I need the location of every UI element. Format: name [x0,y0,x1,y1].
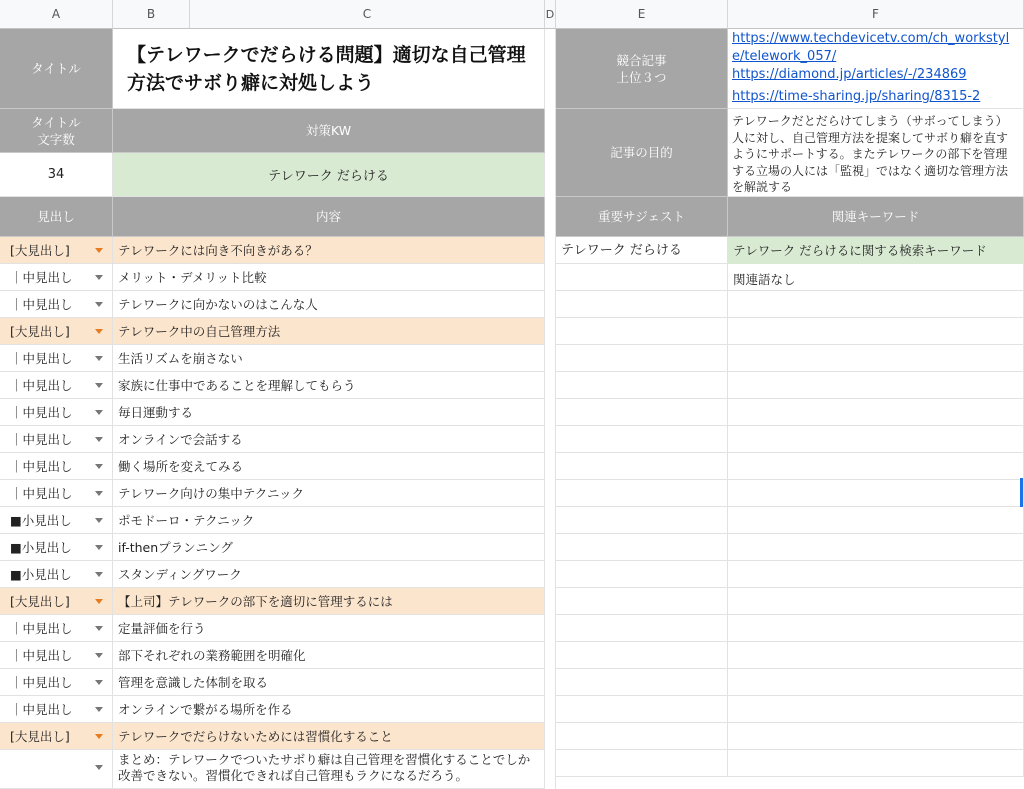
column-header-f[interactable]: F [728,0,1024,29]
suggest-value-cell[interactable] [556,237,728,264]
outline-content-text: テレワーク中の自己管理方法 [118,324,281,339]
suggest-cell[interactable] [556,399,728,426]
heading-level-cell[interactable] [0,264,113,291]
dropdown-arrow-icon[interactable] [95,707,103,712]
dropdown-arrow-icon[interactable] [95,572,103,577]
suggest-value: テレワーク だらける [561,243,682,258]
related-cell[interactable] [728,399,1024,426]
competitor-links-cell[interactable] [728,29,1024,109]
suggest-cell[interactable] [556,426,728,453]
suggest-cell[interactable] [556,507,728,534]
summary-heading-cell[interactable] [0,750,113,789]
heading-level-label: ｜中見出し [10,351,73,366]
dropdown-arrow-icon[interactable] [95,329,103,334]
title-length-label: タイトル 文字数 [31,114,81,147]
related-header-cell[interactable] [728,237,1024,264]
suggest-cell[interactable] [556,318,728,345]
outline-content-text: ポモドーロ・テクニック [118,513,255,528]
heading-level-label: ■小見出し [10,567,72,582]
article-title: 【テレワークでだらける問題】適切な自己管理方法でサボり癖に対処しよう [127,44,526,94]
content-column-label: 内容 [315,209,341,224]
suggest-cell[interactable] [556,750,728,777]
competitor-link-3[interactable]: https://time-sharing.jp/sharing/8315-2 [732,89,981,104]
column-header-a[interactable]: A [0,0,113,29]
summary-content-cell[interactable] [113,750,545,789]
title-value-cell[interactable] [113,29,545,109]
suggest-cell[interactable] [556,669,728,696]
related-cell[interactable] [728,453,1024,480]
outline-content-text: 【上司】テレワークの部下を適切に管理するには [118,594,393,609]
outline-content-cell[interactable] [113,372,545,399]
dropdown-arrow-icon[interactable] [95,765,103,770]
related-cell[interactable] [728,534,1024,561]
related-cell[interactable] [728,291,1024,318]
dropdown-arrow-icon[interactable] [95,275,103,280]
outline-content-text: テレワークでだらけないためには習慣化すること [118,729,393,744]
suggest-cell[interactable] [556,372,728,399]
outline-content-text: オンラインで会話する [118,432,243,447]
dropdown-arrow-icon[interactable] [95,599,103,604]
title-length-value: 34 [47,167,65,182]
dropdown-arrow-icon[interactable] [95,464,103,469]
title-label: タイトル [31,61,81,76]
outline-content-cell[interactable] [113,507,545,534]
title-length-label-cell[interactable] [0,109,113,153]
heading-level-cell[interactable] [0,615,113,642]
outline-content-cell[interactable] [113,426,545,453]
outline-content-cell[interactable] [113,642,545,669]
heading-level-label: ■小見出し [10,513,72,528]
outline-content-cell[interactable] [113,561,545,588]
outline-content-cell[interactable] [113,615,545,642]
heading-level-cell[interactable] [0,642,113,669]
dropdown-arrow-icon[interactable] [95,734,103,739]
content-column-header[interactable] [113,197,545,237]
dropdown-arrow-icon[interactable] [95,680,103,685]
heading-level-label: ｜中見出し [10,432,73,447]
heading-level-cell[interactable] [0,237,113,264]
target-kw-label: 対策KW [305,123,352,138]
dropdown-arrow-icon[interactable] [95,356,103,361]
heading-level-label: ｜中見出し [10,459,73,474]
purpose-value: テレワークだとだらけてしまう（サボってしまう）人に対し、自己管理方法を提案してサボり癖を直すようにサポートする。またテレワークの部下を管理する立場の人には「監視」ではなく適切な管理方法を解説する [732,114,1009,194]
heading-level-cell[interactable] [0,561,113,588]
heading-level-label: [大見出し] [10,324,70,339]
column-header-d[interactable]: D [545,0,556,29]
outline-content-cell[interactable] [113,696,545,723]
related-column-label: 関連キーワード [831,209,920,224]
dropdown-arrow-icon[interactable] [95,410,103,415]
heading-level-cell[interactable] [0,399,113,426]
suggest-cell[interactable] [556,588,728,615]
related-cell[interactable] [728,507,1024,534]
summary-text: まとめ：テレワークでついたサボり癖は自己管理を習慣化することでしか改善できない。習慣化できれば自己管理もラクになるだろう。 [118,752,531,783]
related-cell[interactable] [728,750,1024,777]
title-label-cell[interactable] [0,29,113,109]
heading-level-cell[interactable] [0,507,113,534]
dropdown-arrow-icon[interactable] [95,383,103,388]
heading-level-label: ｜中見出し [10,486,73,501]
heading-level-label: ｜中見出し [10,297,73,312]
heading-level-cell[interactable] [0,318,113,345]
related-header-value: テレワーク だらけるに関する検索キーワード [733,243,987,258]
outline-content-text: スタンディングワーク [118,567,242,582]
heading-level-cell[interactable] [0,426,113,453]
suggest-column-header[interactable] [556,197,728,237]
heading-level-label: ｜中見出し [10,378,73,393]
suggest-cell[interactable] [556,480,728,507]
suggest-cell[interactable] [556,345,728,372]
heading-level-cell[interactable] [0,696,113,723]
heading-column-label: 見出し [37,209,75,224]
related-cell[interactable] [728,588,1024,615]
heading-level-label: ｜中見出し [10,675,73,690]
column-header-e[interactable]: E [556,0,728,29]
outline-content-cell[interactable] [113,480,545,507]
outline-content-cell[interactable] [113,399,545,426]
heading-level-cell[interactable] [0,588,113,615]
column-header-c[interactable]: C [190,0,545,29]
column-d-spacer [545,29,556,789]
suggest-cell[interactable] [556,534,728,561]
outline-content-text: テレワークに向かないのはこんな人 [118,297,318,312]
heading-level-label: [大見出し] [10,729,70,744]
heading-column-header[interactable] [0,197,113,237]
dropdown-arrow-icon[interactable] [95,626,103,631]
related-cell[interactable] [728,669,1024,696]
outline-content-cell[interactable] [113,237,545,264]
heading-level-label: [大見出し] [10,594,70,609]
related-value: 関連語なし [733,272,796,287]
outline-content-cell[interactable] [113,453,545,480]
related-cell[interactable] [728,696,1024,723]
outline-content-text: 働く場所を変えてみる [118,459,244,474]
related-cell[interactable] [728,318,1024,345]
dropdown-arrow-icon[interactable] [95,653,103,658]
outline-content-text: 毎日運動する [118,405,194,420]
related-cell[interactable] [728,723,1024,750]
target-kw-label-cell[interactable] [113,109,545,153]
related-cell[interactable] [728,345,1024,372]
competitor-link-1[interactable]: https://www.techdevicetv.com/ch_workstyle/telework_057/ [732,31,1010,64]
outline-content-cell[interactable] [113,291,545,318]
selection-edge [1020,478,1023,507]
suggest-cell[interactable] [556,453,728,480]
outline-content-text: 管理を意識した体制を取る [118,675,269,690]
outline-content-text: if-thenプランニング [118,540,233,555]
dropdown-arrow-icon[interactable] [95,248,103,253]
competitor-label: 競合記事 上位３つ [616,52,667,85]
column-header-b[interactable]: B [113,0,190,29]
heading-level-cell[interactable] [0,291,113,318]
purpose-value-cell[interactable] [728,109,1024,197]
outline-content-cell[interactable] [113,723,545,750]
title-length-value-cell[interactable] [0,153,113,197]
suggest-cell[interactable] [556,642,728,669]
suggest-cell[interactable] [556,264,728,291]
outline-content-text: 生活リズムを崩さない [118,351,243,366]
heading-level-cell[interactable] [0,534,113,561]
outline-content-cell[interactable] [113,588,545,615]
heading-level-cell[interactable] [0,480,113,507]
heading-level-label: ｜中見出し [10,648,73,663]
heading-level-cell[interactable] [0,669,113,696]
related-value-cell[interactable] [728,266,1024,293]
heading-level-label: ｜中見出し [10,621,73,636]
dropdown-arrow-icon[interactable] [95,302,103,307]
outline-content-text: テレワークには向き不向きがある？ [118,243,318,258]
competitor-label-cell[interactable] [556,29,728,109]
heading-level-cell[interactable] [0,345,113,372]
outline-content-text: 家族に仕事中であることを理解してもらう [118,378,356,393]
suggest-cell[interactable] [556,615,728,642]
outline-content-cell[interactable] [113,345,545,372]
outline-content-text: オンラインで繋がる場所を作る [118,702,293,717]
heading-level-cell[interactable] [0,372,113,399]
purpose-label-cell[interactable] [556,109,728,197]
heading-level-label: ■小見出し [10,540,72,555]
target-kw-value-cell[interactable] [113,153,545,197]
suggest-cell[interactable] [556,291,728,318]
suggest-column-label: 重要サジェスト [597,209,685,224]
outline-content-text: 部下それぞれの業務範囲を明確化 [118,648,306,663]
suggest-cell[interactable] [556,696,728,723]
related-cell[interactable] [728,642,1024,669]
outline-content-cell[interactable] [113,264,545,291]
heading-level-label: ｜中見出し [10,270,73,285]
heading-level-cell[interactable] [0,723,113,750]
related-cell[interactable] [728,561,1024,588]
heading-level-label: ｜中見出し [10,405,73,420]
suggest-cell[interactable] [556,723,728,750]
related-cell[interactable] [728,372,1024,399]
dropdown-arrow-icon[interactable] [95,518,103,523]
related-column-header[interactable] [728,197,1024,237]
heading-level-label: [大見出し] [10,243,70,258]
purpose-label: 記事の目的 [610,145,673,160]
outline-content-cell[interactable] [113,318,545,345]
related-cell[interactable] [728,480,1024,507]
dropdown-arrow-icon[interactable] [95,491,103,496]
dropdown-arrow-icon[interactable] [95,437,103,442]
outline-content-cell[interactable] [113,534,545,561]
outline-content-cell[interactable] [113,669,545,696]
outline-content-text: テレワーク向けの集中テクニック [118,486,305,501]
competitor-link-2[interactable]: https://diamond.jp/articles/-/234869 [732,67,967,82]
related-cell[interactable] [728,615,1024,642]
suggest-cell[interactable] [556,561,728,588]
target-kw-value: テレワーク だらける [268,169,389,184]
outline-content-text: 定量評価を行う [118,621,206,636]
related-cell[interactable] [728,426,1024,453]
heading-level-cell[interactable] [0,453,113,480]
outline-content-text: メリット・デメリット比較 [118,270,267,285]
dropdown-arrow-icon[interactable] [95,545,103,550]
heading-level-label: ｜中見出し [10,702,73,717]
